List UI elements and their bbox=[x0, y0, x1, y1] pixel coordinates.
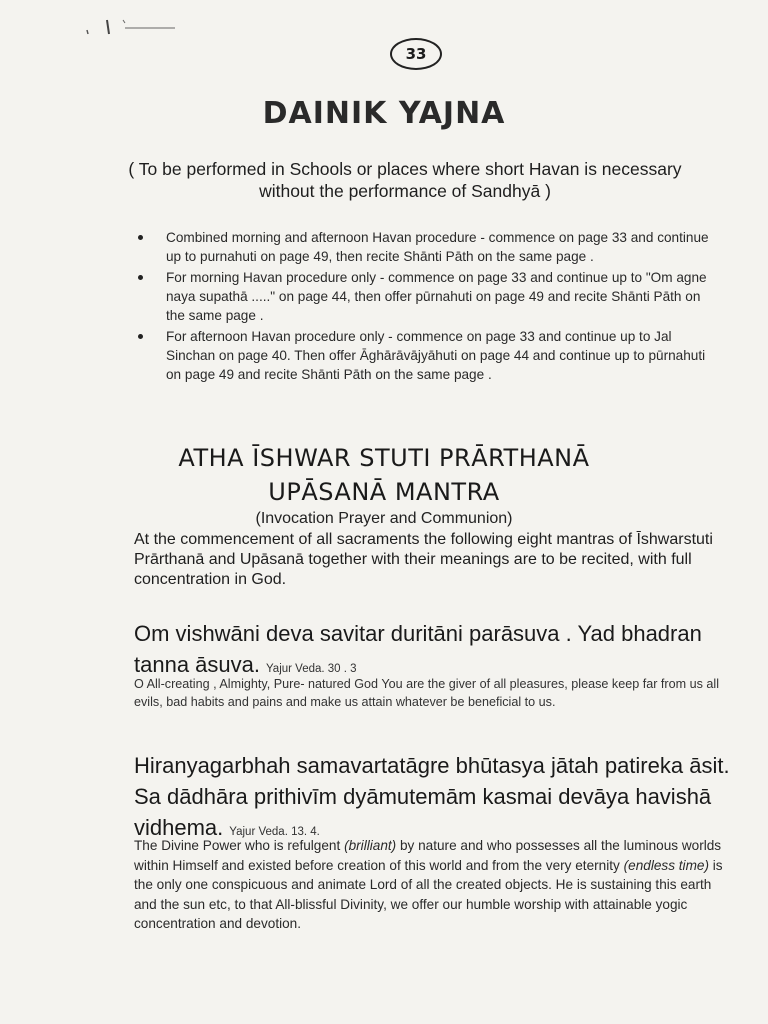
list-item: For afternoon Havan procedure only - commence on page 33 and continue up to Jal Sinchan on page 40. Then offer Āghārāvājyāhuti on page 44 and continue up to pūrnahuti on page 49 and recite Shānti Pāth on the same page . bbox=[130, 327, 710, 384]
mantra-text: Om vishwāni deva savitar duritāni parāsuva . Yad bhadran tanna āsuva. bbox=[134, 621, 702, 677]
handwritten-marks bbox=[85, 14, 195, 38]
section-subheading: (Invocation Prayer and Communion) bbox=[255, 510, 513, 527]
bullet-icon bbox=[138, 235, 143, 240]
section-heading-line2: UPĀSANĀ MANTRA bbox=[268, 478, 500, 506]
page-title: DAINIK YAJNA bbox=[262, 96, 506, 131]
page-number: 33 bbox=[390, 38, 442, 70]
mantra-2 bbox=[134, 750, 734, 848]
subtitle: ( To be performed in Schools or places where short Havan is necessary without the performance of Sandhyā ) bbox=[128, 159, 682, 201]
list-item: For morning Havan procedure only - commence on page 33 and continue up to "Om agne naya supathā ....." on page 44, then offer pūrnahuti on page 49 and recite Shānti Pāth on the same page . bbox=[130, 268, 710, 325]
mantra-1-meaning: O All-creating , Almighty, Pure- natured God You are the giver of all pleasures, please keep far from us all evils, bad habits and pains and make us attain whatever be beneficial to us. bbox=[134, 677, 719, 709]
mantra-reference: Yajur Veda. 13. 4. bbox=[229, 826, 320, 838]
mantra-1 bbox=[134, 618, 734, 685]
list-item: Combined morning and afternoon Havan procedure - commence on page 33 and continue up to purnahuti on page 49, then recite Shānti Pāth on the same page . bbox=[130, 228, 710, 266]
procedure-list bbox=[130, 228, 710, 386]
mantra-2-meaning: The Divine Power who is refulgent (brilliant) by nature and who possesses all the luminous worlds within Himself and existed before creation of this world and from the very eternity (endless time) is the only one conspicuous and animate Lord of all the created objects. He is sustaining this earth and the sun etc, to that All-blissful Divinity, we offer our humble worship with attainable yogic concentration and devotion. bbox=[134, 838, 723, 931]
mantra-reference: Yajur Veda. 30 . 3 bbox=[265, 663, 357, 675]
mantra-text: Hiranyagarbhah samavartatāgre bhūtasya jātah patireka āsit. Sa dādhāra prithivīm dyāmutemām kasmai devāya havishā vidhema. bbox=[134, 753, 730, 840]
section-intro: At the commencement of all sacraments the following eight mantras of Īshwarstuti Prārthanā and Upāsanā together with their meanings are to be recited, with full concentration in God. bbox=[134, 531, 713, 588]
bullet-icon bbox=[138, 275, 143, 280]
bullet-icon bbox=[138, 334, 143, 339]
section-heading-line1: ATHA ĪSHWAR STUTI PRĀRTHANĀ bbox=[178, 444, 590, 472]
